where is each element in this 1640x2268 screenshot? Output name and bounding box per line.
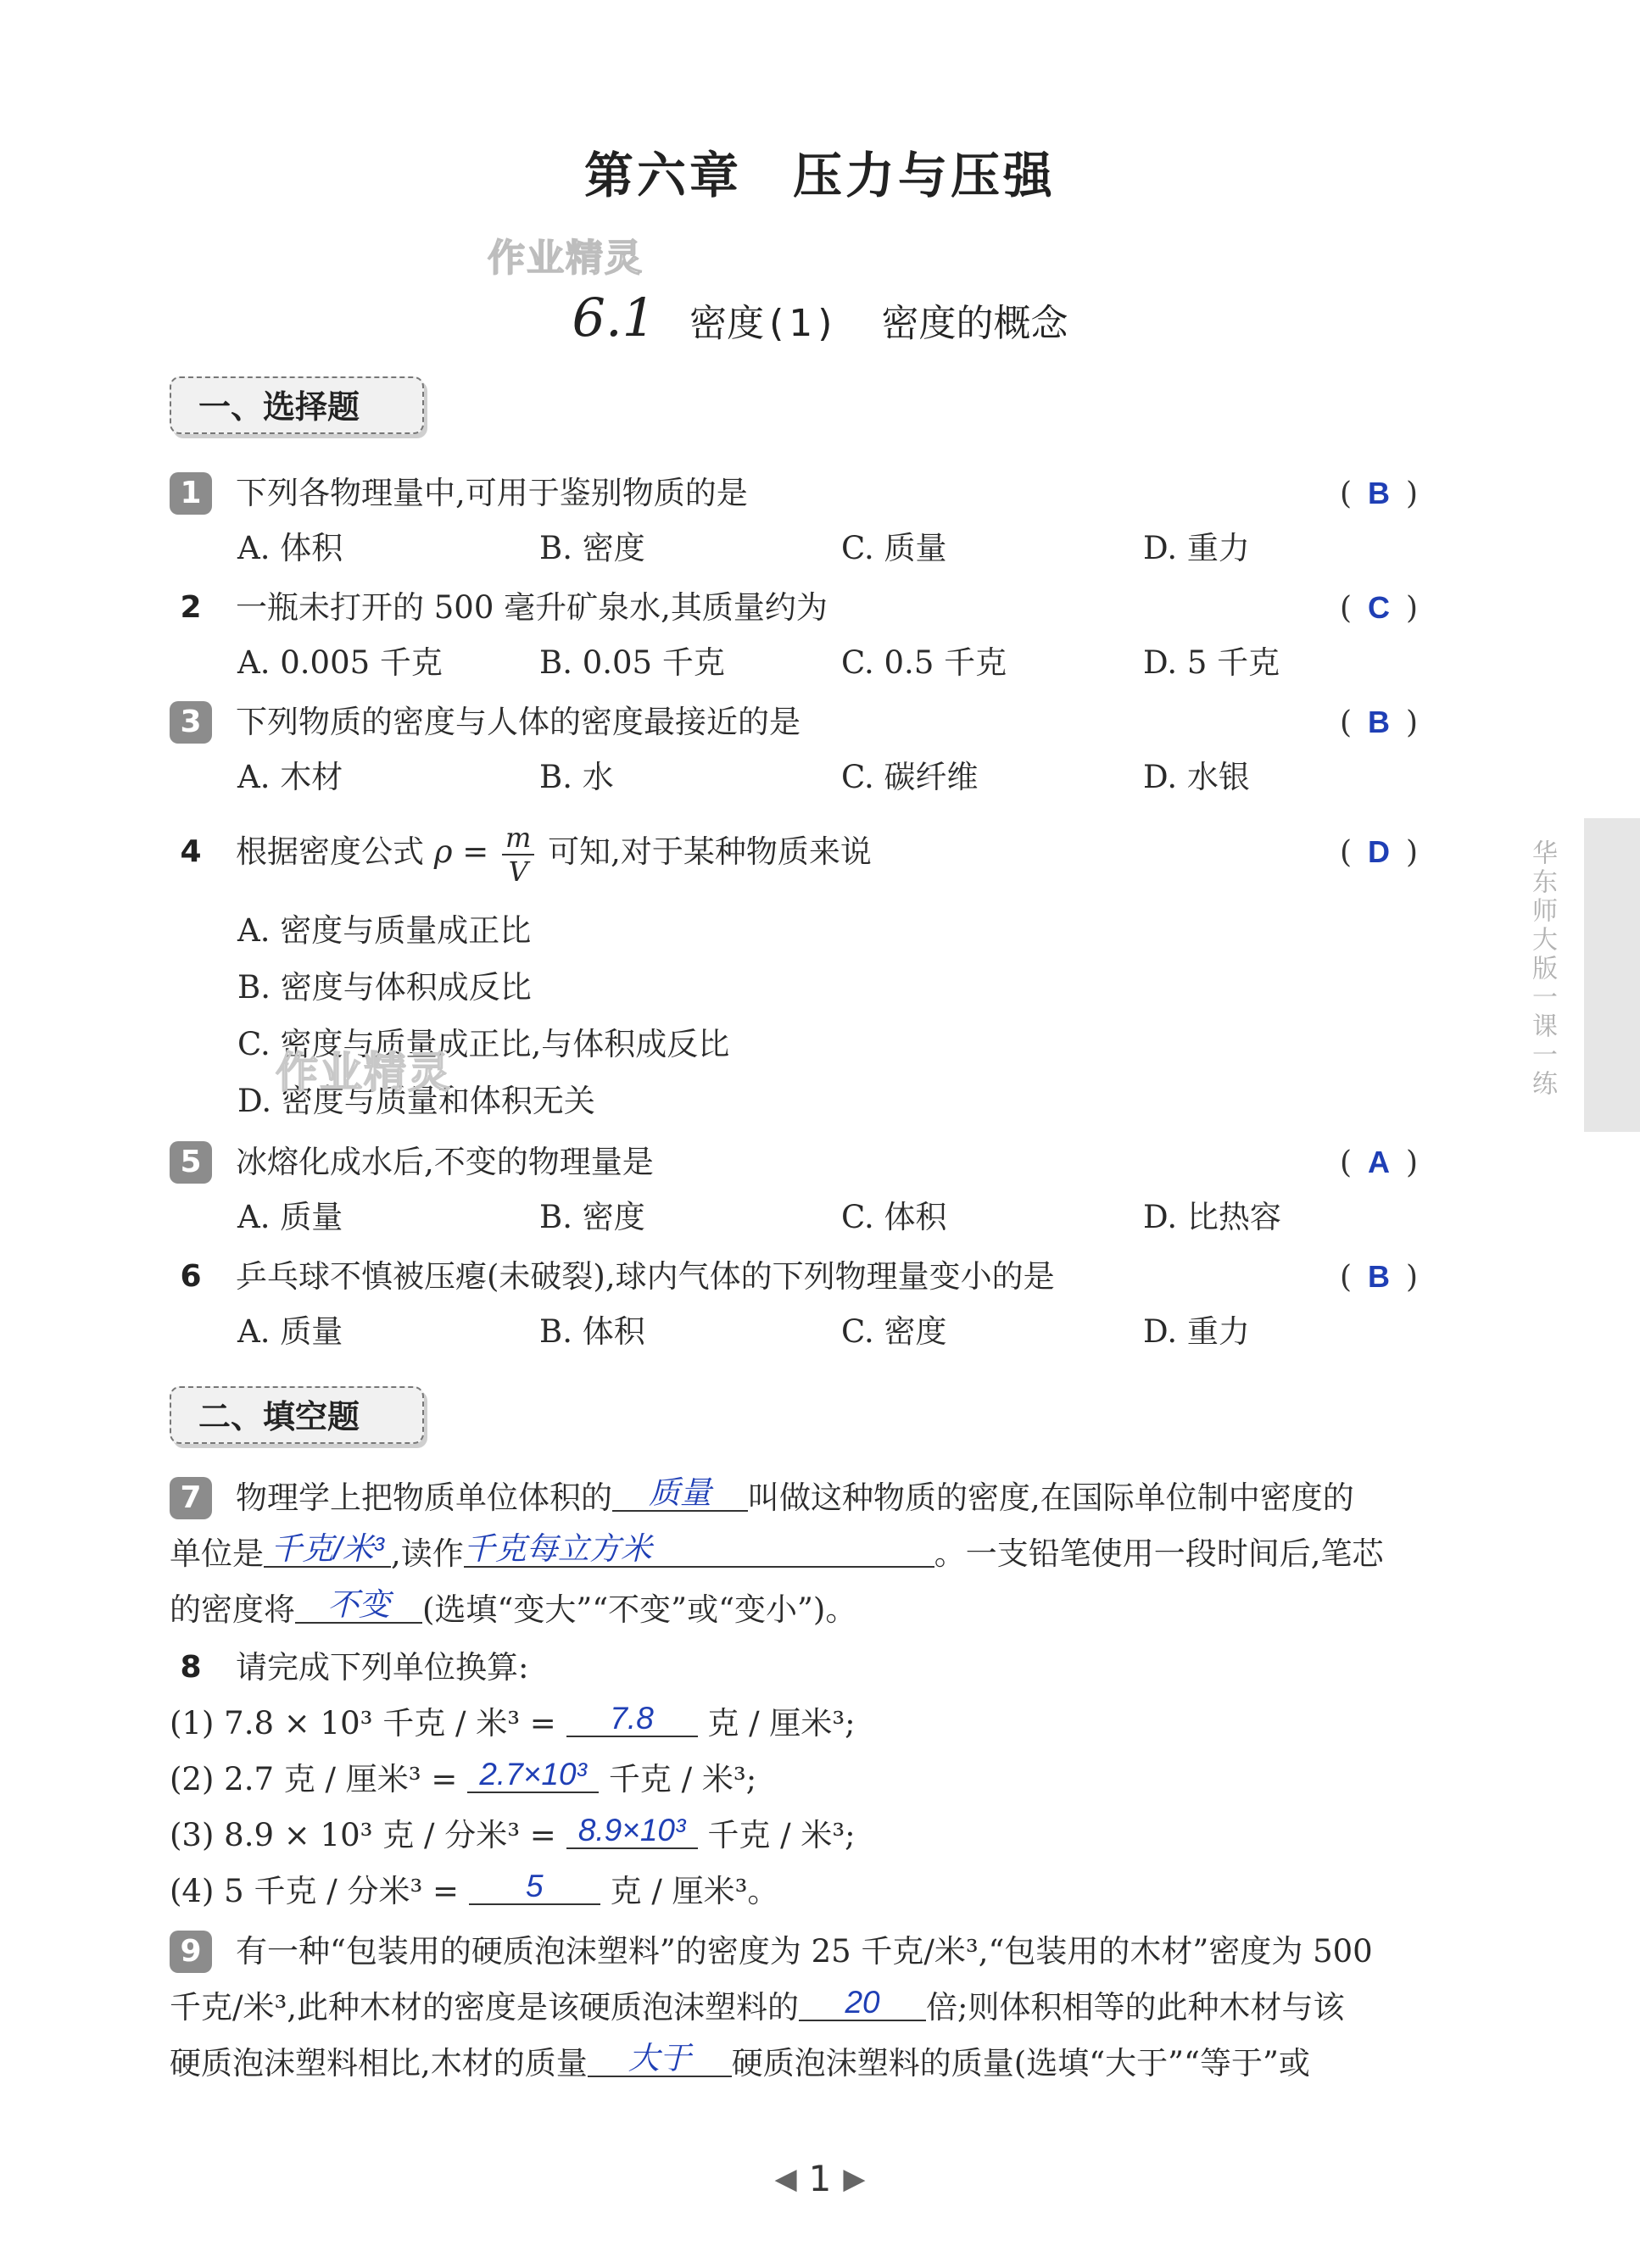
question-text — [236, 814, 872, 890]
option: B. 密度 — [539, 1199, 645, 1235]
arrow-left-icon: ◀ — [774, 2162, 797, 2196]
option: C. 碳纤维 — [841, 759, 979, 795]
q7-blank-3: 千克每立方米 — [464, 1532, 934, 1568]
question-text-a: 根据密度公式 — [236, 833, 424, 870]
q7-line-2 — [170, 1533, 1384, 1575]
answer-bracket — [1340, 1141, 1418, 1184]
answer-bracket — [1340, 472, 1418, 515]
option: A. 质量 — [237, 1313, 343, 1350]
option: C. 0.5 千克 — [841, 644, 1007, 681]
option: D. 5 千克 — [1143, 644, 1280, 681]
q7-text: 的密度将 — [170, 1591, 295, 1628]
paren-close: ) — [1406, 1145, 1419, 1180]
formula-rho: ρ = — [433, 833, 489, 870]
side-tab — [1584, 818, 1640, 1132]
option: A. 体积 — [237, 530, 343, 566]
paren-close: ) — [1406, 835, 1419, 870]
question-number: 9 — [170, 1931, 212, 1973]
q8-blank: 2.7×10³ — [467, 1758, 599, 1793]
option: C. 体积 — [841, 1199, 947, 1235]
option: A. 质量 — [237, 1199, 343, 1235]
q7-text: 单位是 — [170, 1535, 264, 1572]
paren-open: ( — [1340, 476, 1353, 511]
q9-line-1: 有一种“包装用的硬质泡沫塑料”的密度为 25 千克/米³,“包装用的木材”密度为 500 — [236, 1933, 1373, 1970]
q7-blank-1: 质量 — [612, 1476, 748, 1512]
q8-item-text: (4) 5 千克 / 分米³ = — [170, 1873, 460, 1909]
q8-item — [170, 1870, 778, 1913]
q7-text: 叫做这种物质的密度,在国际单位制中密度的 — [748, 1479, 1354, 1516]
q8-blank: 5 — [469, 1870, 600, 1905]
q8-blank: 8.9×10³ — [566, 1814, 698, 1849]
q7-text: ,读作 — [391, 1535, 464, 1572]
question-number: 7 — [170, 1477, 212, 1519]
answer-bracket — [1340, 587, 1418, 630]
question-number: 5 — [170, 1141, 212, 1184]
q7-line-1 — [236, 1477, 1354, 1519]
question-text: 下列物质的密度与人体的密度最接近的是 — [236, 704, 800, 740]
paren-close: ) — [1406, 591, 1419, 626]
option: B. 0.05 千克 — [539, 644, 725, 681]
question-text: 下列各物理量中,可用于鉴别物质的是 — [236, 475, 748, 511]
watermark-logo: 作业精灵 — [276, 1048, 452, 1097]
answer-bracket — [1340, 1256, 1418, 1299]
q9-line-3 — [170, 2042, 1310, 2085]
q9-blank-2: 大于 — [588, 2042, 732, 2077]
answer-bracket — [1340, 701, 1418, 744]
formula-fraction — [502, 822, 534, 888]
answer-value: B — [1368, 705, 1391, 739]
option: D. 重力 — [1143, 530, 1250, 566]
paren-open: ( — [1340, 1145, 1353, 1180]
part1-heading: 一、选择题 — [170, 376, 424, 434]
q8-item-text: (1) 7.8 × 10³ 千克 / 米³ = — [170, 1705, 556, 1741]
option: D. 比热容 — [1143, 1199, 1281, 1235]
option: B. 体积 — [539, 1313, 645, 1350]
part2-heading: 二、填空题 — [170, 1386, 424, 1444]
paren-open: ( — [1340, 591, 1353, 626]
question-number: 3 — [170, 701, 212, 744]
q8-item-unit: 千克 / 米³; — [707, 1817, 856, 1853]
option: D. 重力 — [1143, 1313, 1250, 1350]
q7-line-3 — [170, 1589, 856, 1631]
question-number: 2 — [180, 590, 202, 625]
option: B. 密度 — [539, 530, 645, 566]
q9-line-2 — [170, 1987, 1345, 2029]
paren-close: ) — [1406, 1260, 1419, 1295]
q9-blank-1: 20 — [799, 1986, 926, 2021]
question-text: 乒乓球不慎被压瘪(未破裂),球内气体的下列物理量变小的是 — [236, 1258, 1055, 1295]
question-number: 8 — [180, 1650, 202, 1685]
answer-value: A — [1368, 1145, 1391, 1179]
paren-open: ( — [1340, 705, 1353, 740]
q7-text: (选填“变大”“不变”或“变小”)。 — [422, 1591, 857, 1628]
q8-item — [170, 1702, 856, 1745]
option: C. 质量 — [841, 530, 947, 566]
option: D. 密度与质量和体积无关 — [237, 1083, 595, 1119]
q7-blank-2: 千克/米³ — [264, 1532, 391, 1568]
q8-item — [170, 1758, 756, 1801]
option: C. 密度与质量成正比,与体积成反比 — [237, 1026, 730, 1062]
q8-item-unit: 克 / 厘米³。 — [610, 1873, 779, 1909]
option: C. 密度 — [841, 1313, 947, 1350]
question-text: 一瓶未打开的 500 毫升矿泉水,其质量约为 — [236, 589, 828, 626]
q7-blank-4: 不变 — [295, 1588, 422, 1624]
question-text: 冰熔化成水后,不变的物理量是 — [236, 1144, 654, 1180]
paren-close: ) — [817, 302, 833, 345]
watermark-logo: 作业精灵 — [488, 237, 644, 280]
answer-value: B — [1368, 476, 1391, 510]
section-number: 6.1 — [572, 287, 656, 348]
paren-close: ) — [1406, 705, 1419, 740]
section-paren-num: 1 — [789, 302, 813, 345]
q9-text: 硬质泡沫塑料的质量(选填“大于”“等于”或 — [731, 2045, 1310, 2081]
section-title-b: 密度的概念 — [881, 302, 1068, 345]
q9-text: 千克/米³,此种木材的密度是该硬质泡沫塑料的 — [170, 1989, 800, 2026]
paren-close: ) — [1406, 476, 1419, 511]
question-number: 6 — [180, 1259, 202, 1294]
q8-blank: 7.8 — [566, 1702, 698, 1737]
q8-intro: 请完成下列单位换算: — [236, 1649, 529, 1686]
fraction-denominator: V — [508, 855, 528, 888]
arrow-right-icon: ▶ — [843, 2162, 866, 2196]
question-number: 4 — [180, 834, 202, 869]
q7-text: 物理学上把物质单位体积的 — [236, 1479, 612, 1516]
q7-text: 。一支铅笔使用一段时间后,笔芯 — [934, 1535, 1384, 1572]
answer-value: D — [1368, 834, 1391, 869]
q9-text: 倍;则体积相等的此种木材与该 — [926, 1989, 1345, 2026]
question-number: 1 — [170, 472, 212, 515]
option: D. 水银 — [1143, 759, 1250, 795]
q8-item-text: (2) 2.7 克 / 厘米³ = — [170, 1761, 458, 1797]
paren-open: ( — [1340, 1260, 1353, 1295]
q8-item-unit: 千克 / 米³; — [608, 1761, 757, 1797]
fraction-numerator: m — [502, 822, 534, 855]
q9-text: 硬质泡沫塑料相比,木材的质量 — [170, 2045, 588, 2081]
q8-item — [170, 1814, 856, 1857]
side-label: 华东师大版一课一练 — [1527, 839, 1557, 1099]
page-number: 1 — [808, 2158, 832, 2199]
chapter-title — [0, 136, 1640, 207]
option: A. 木材 — [237, 759, 343, 795]
option: A. 0.005 千克 — [237, 644, 443, 681]
section-heading — [0, 287, 1640, 348]
q8-item-text: (3) 8.9 × 10³ 克 / 分米³ = — [170, 1817, 556, 1853]
answer-value: B — [1368, 1259, 1391, 1294]
question-text-b: 可知,对于某种物质来说 — [548, 833, 872, 870]
answer-bracket — [1340, 831, 1418, 874]
chapter-name: 压力与压强 — [793, 147, 1057, 204]
option: B. 水 — [539, 759, 614, 795]
section-title-a: 密度 — [689, 302, 765, 345]
q8-item-unit: 克 / 厘米³; — [707, 1705, 856, 1741]
option: B. 密度与体积成反比 — [237, 969, 532, 1006]
paren-open: ( — [769, 302, 784, 345]
option: A. 密度与质量成正比 — [237, 912, 532, 949]
chapter-number: 第六章 — [583, 147, 742, 204]
paren-open: ( — [1340, 835, 1353, 870]
answer-value: C — [1368, 590, 1391, 625]
page-footer — [0, 2158, 1640, 2199]
